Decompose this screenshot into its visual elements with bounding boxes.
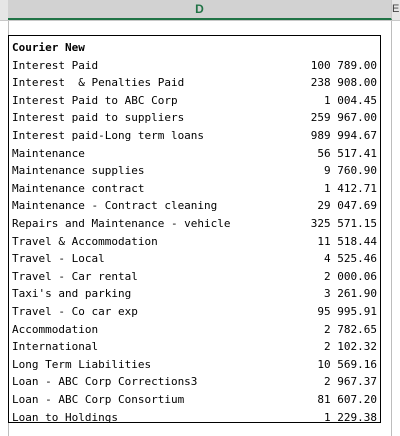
column-header-d[interactable]: D [8,0,392,20]
report-row[interactable] [12,180,377,198]
row-amount: 2 967.37 [324,375,377,389]
row-amount: 3 261.90 [324,287,377,301]
report-row[interactable] [12,233,377,251]
row-amount: 11 518.44 [317,234,377,248]
report-row[interactable] [12,57,377,75]
row-label: Loan - ABC Corp Consortium [12,393,185,406]
report-row[interactable] [12,250,377,268]
report-row[interactable] [12,409,377,427]
row-label: Long Term Liabilities [12,357,152,371]
row-amount: 81 607.20 [317,393,377,406]
row-label: Interest paid-Long term loans [12,129,205,142]
row-label: Maintenance [12,146,85,160]
row-label: Maintenance - Contract cleaning [12,199,218,213]
row-amount: 1 229.38 [324,410,377,424]
report-row[interactable] [12,356,377,374]
row-amount: 2 000.06 [324,269,377,283]
row-amount: 325 571.15 [310,217,377,230]
row-label: Travel & Accommodation [12,234,158,248]
row-amount: 9 760.90 [324,164,377,178]
row-label: International [12,340,99,354]
row-label: Maintenance supplies [12,164,145,178]
row-amount: 238 908.00 [310,76,377,90]
row-amount: 10 569.16 [317,357,377,371]
report-row[interactable] [12,145,377,163]
row-label: Loan - ABC Corp Corrections3 [12,375,198,389]
report-row[interactable] [12,162,377,180]
row-label: Interest Paid to ABC Corp [12,93,178,107]
row-label: Travel - Car rental [12,269,138,283]
column-header-e[interactable]: E [392,0,400,20]
report-text-box[interactable] [8,35,381,423]
report-row[interactable] [12,268,377,286]
report-row[interactable] [12,92,377,110]
row-amount: 4 525.46 [324,252,377,266]
row-label: Repairs and Maintenance - vehicle [12,217,231,230]
row-amount: 1 004.45 [324,93,377,107]
row-label: Interest paid to suppliers [12,111,185,125]
report-title [12,39,377,57]
row-label: Travel - Co car exp [12,305,138,318]
row-amount: 259 967.00 [310,111,377,125]
report-row[interactable] [12,321,377,339]
column-header-bar [0,0,400,21]
row-amount: 989 994.67 [310,129,377,142]
row-amount: 2 782.65 [324,322,377,336]
report-row[interactable] [12,285,377,303]
report-title-text: Courier New [12,41,85,54]
row-label: Loan to Holdings [12,410,118,424]
report-row[interactable] [12,215,377,233]
sheet-grid[interactable] [0,21,400,436]
row-amount: 95 995.91 [317,305,377,318]
report-row[interactable] [12,74,377,92]
report-row[interactable] [12,391,377,409]
report-row[interactable] [12,338,377,356]
row-label: Interest & Penalties Paid [12,76,185,90]
row-label: Maintenance contract [12,181,145,195]
row-amount: 2 102.32 [324,340,377,354]
report-row[interactable] [12,109,377,127]
row-amount: 29 047.69 [317,199,377,213]
report-row[interactable] [12,303,377,321]
report-row[interactable] [12,373,377,391]
row-label: Travel - Local [12,252,105,266]
row-amount: 100 789.00 [310,58,377,72]
row-label: Taxi's and parking [12,287,132,301]
report-row[interactable] [12,197,377,215]
report-row[interactable] [12,127,377,145]
row-amount: 1 412.71 [324,181,377,195]
row-label: Accommodation [12,322,99,336]
row-label: Interest Paid [12,58,99,72]
row-amount: 56 517.41 [317,146,377,160]
